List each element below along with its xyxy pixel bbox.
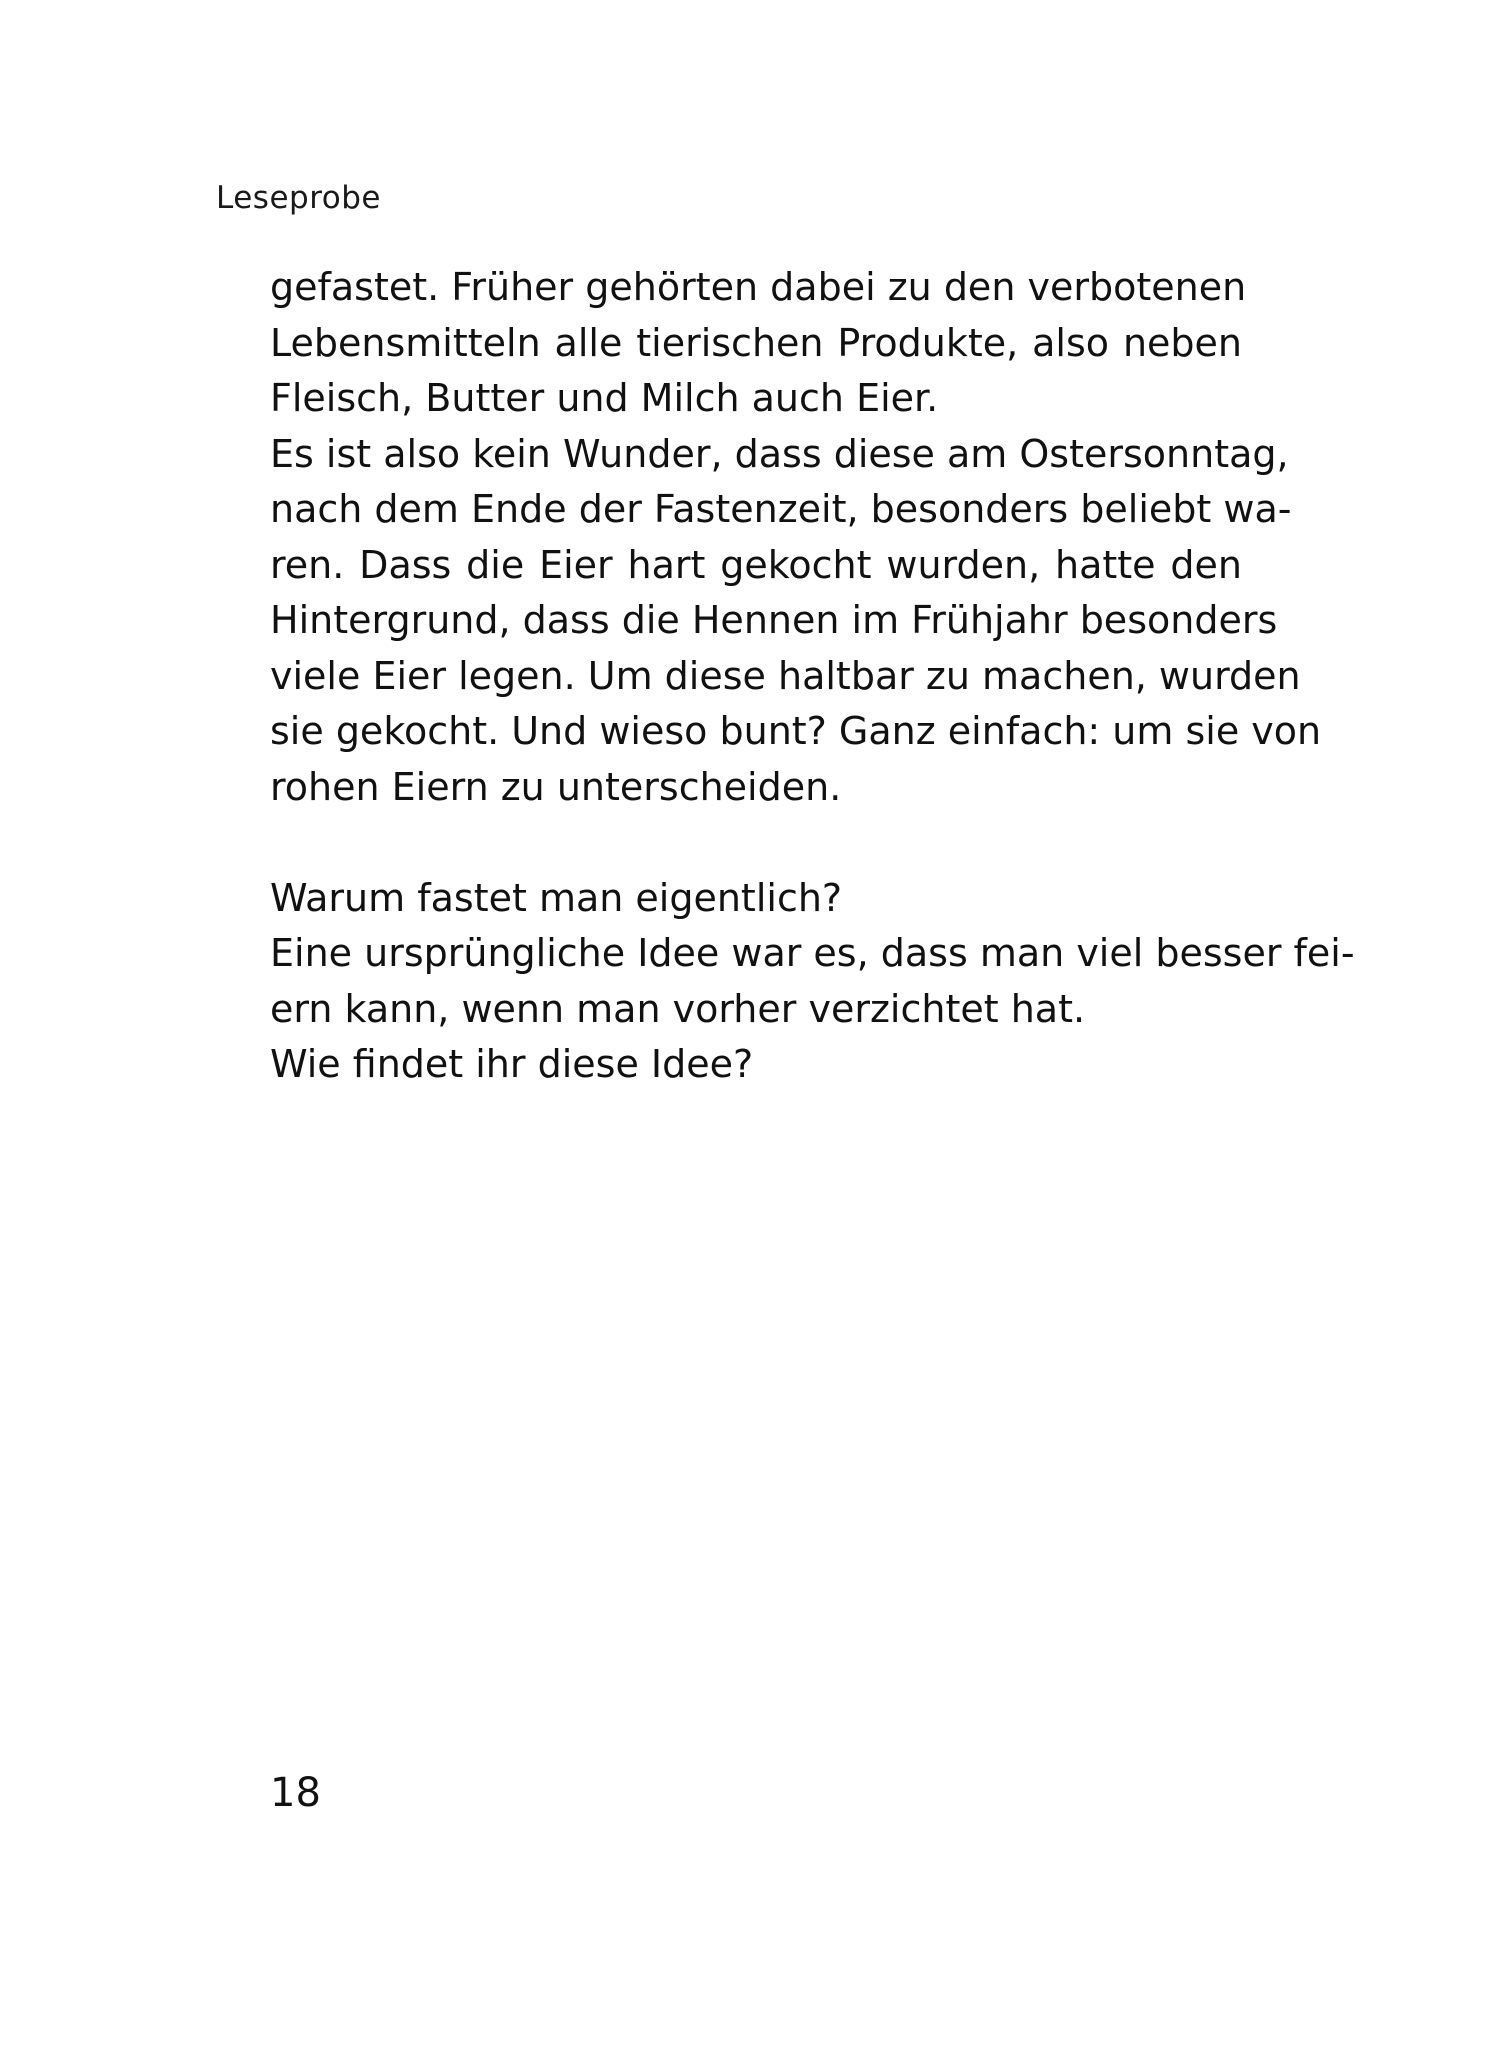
text-line: Wie findet ihr diese Idee? [270, 1042, 754, 1086]
text-line: Eine ursprüngliche Idee war es, dass man viel besser fei- [270, 931, 1355, 975]
text-line: viele Eier legen. Um diese haltbar zu machen, wurden [270, 653, 1301, 698]
text-line: Fleisch, Butter und Milch auch Eier. [270, 376, 939, 420]
text-line: nach dem Ende der Fastenzeit, besonders beliebt wa- [270, 487, 1292, 531]
text-line: Warum fastet man eigentlich? [270, 875, 843, 920]
paragraph [270, 427, 1322, 816]
text-line: sie gekocht. Und wieso bunt? Ganz einfach: um sie von [270, 709, 1322, 753]
paragraph [270, 260, 1247, 427]
paragraph [270, 926, 1355, 1093]
text-line: Lebensmitteln alle tierischen Produkte, also neben [270, 320, 1242, 365]
paragraph-spacer [270, 815, 1242, 871]
text-line: Es ist also kein Wunder, dass diese am Ostersonntag, [270, 431, 1289, 476]
text-line: ern kann, wenn man vorher verzichtet hat. [270, 986, 1086, 1031]
text-line: rohen Eiern zu unterscheiden. [270, 764, 842, 809]
running-header: Leseprobe [216, 180, 381, 216]
text-line: ren. Dass die Eier hart gekocht wurden, hatte den [270, 542, 1242, 587]
text-line: Hintergrund, dass die Hennen im Frühjahr besonders [270, 598, 1278, 642]
body-text [270, 260, 1355, 1093]
paragraph [270, 871, 1242, 927]
page-number: 18 [270, 1770, 321, 1816]
text-line: gefastet. Früher gehörten dabei zu den verbotenen [270, 265, 1247, 309]
